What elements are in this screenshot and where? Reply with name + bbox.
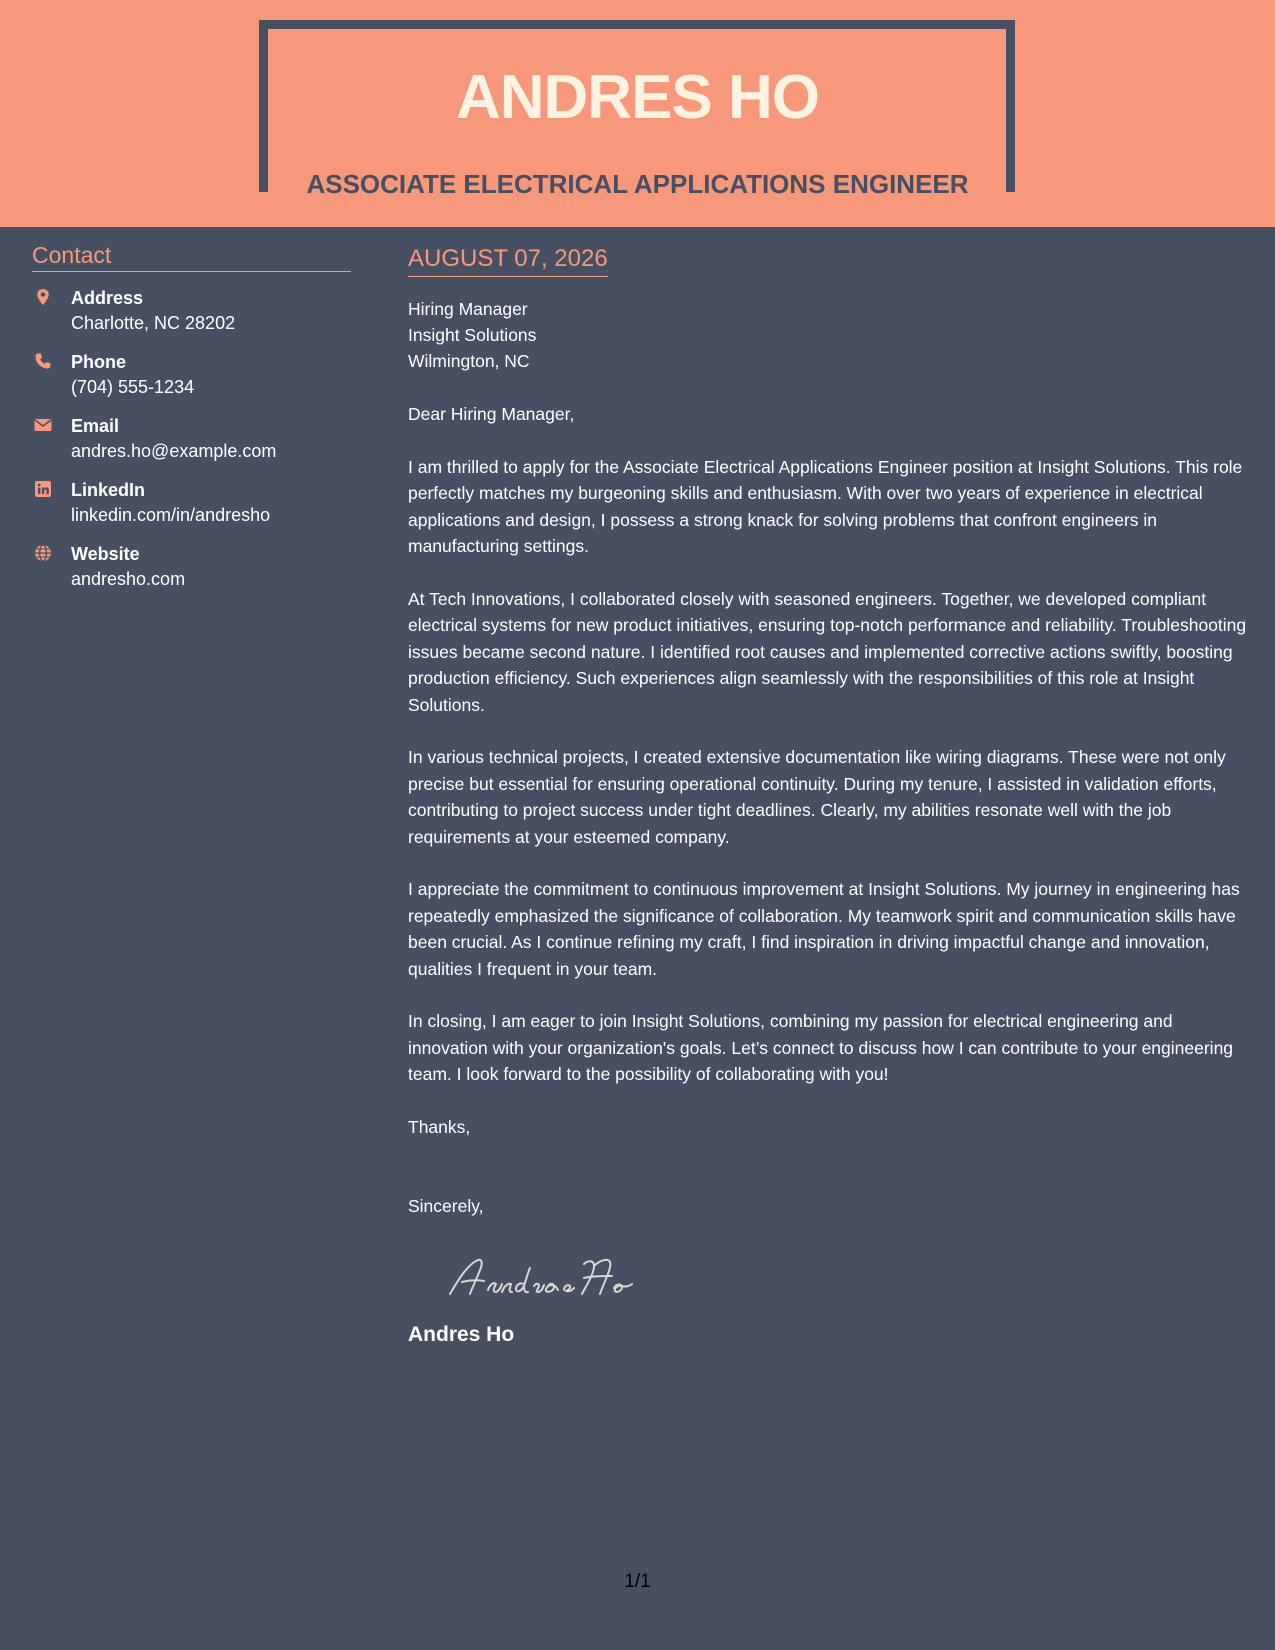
- salutation: Dear Hiring Manager,: [408, 404, 575, 424]
- sign-off: Sincerely,: [408, 1196, 484, 1216]
- contact-item-email: [32, 414, 351, 464]
- globe-icon: [34, 544, 52, 562]
- contact-item-address: [32, 286, 351, 336]
- job-title: ASSOCIATE ELECTRICAL APPLICATIONS ENGINEER: [306, 169, 969, 199]
- contact-item-phone: [32, 350, 351, 400]
- closing: Thanks,: [408, 1116, 471, 1137]
- contact-value: (704) 555-1234: [71, 377, 195, 397]
- contact-label: Address: [71, 288, 144, 308]
- letter-paragraph: At Tech Innovations, I collaborated closely with seasoned engineers. Together, we developed compliant electrical systems for new product initiatives, ensuring top-notch performance and reliability. Troubleshooting issues became second nature. I identified root causes and implemented corrective actions swiftly, boosting production efficiency. Such experiences align seamlessly with the responsibilities of this role at Insight Solutions.: [408, 588, 1247, 715]
- contact-label: Phone: [71, 352, 127, 372]
- map-pin-icon: [34, 288, 52, 306]
- signature-graphic: [444, 1250, 644, 1304]
- letter-body: [408, 242, 1253, 1350]
- letter-paragraph: In various technical projects, I created extensive documentation like wiring diagrams. These were not only precise but essential for ensuring operational continuity. During my tenure, I assisted in validation efforts, contributing to project success under tight deadlines. Clearly, my abilities resonate well with the job requirements at your esteemed company.: [408, 747, 1226, 847]
- contact-label: Website: [71, 544, 140, 564]
- letter-paragraph: I am thrilled to apply for the Associate Electrical Applications Engineer position at Insight Solutions. This role perfectly matches my burgeoning skills and enthusiasm. With over two years of experience in electrical applications and design, I possess a strong knack for solving problems that confront engineers in manufacturing settings.: [408, 456, 1243, 556]
- contact-item-website: [32, 542, 351, 592]
- signer-name: Andres Ho: [408, 1322, 515, 1346]
- contact-label: Email: [71, 416, 120, 436]
- phone-icon: [34, 352, 52, 370]
- contact-value: Charlotte, NC 28202: [71, 313, 236, 333]
- recipient-line: Wilmington, NC: [408, 351, 530, 371]
- recipient-line: Hiring Manager: [408, 299, 528, 319]
- contact-sidebar: [32, 240, 351, 592]
- letter-date: AUGUST 07, 2026: [408, 242, 608, 277]
- contact-heading: Contact: [32, 240, 351, 272]
- letter-paragraph: I appreciate the commitment to continuous improvement at Insight Solutions. My journey in engineering has repeatedly emphasized the significance of collaboration. My teamwork spirit and communication skills have been crucial. As I continue refining my craft, I find inspiration in driving impactful change and innovation, qualities I frequent in your team.: [408, 879, 1240, 979]
- recipient-line: Insight Solutions: [408, 325, 537, 345]
- recipient-block: [408, 296, 1253, 374]
- letter-paragraph: In closing, I am eager to join Insight Solutions, combining my passion for electrical engineering and innovation with your organization's goals. Let’s connect to discuss how I can contribute to your engineering team. I look forward to the possibility of collaborating with you!: [408, 1011, 1234, 1084]
- linkedin-icon: [34, 480, 52, 498]
- envelope-icon: [34, 416, 52, 434]
- applicant-name: ANDRES HO: [455, 63, 820, 132]
- contact-value: linkedin.com/in/andresho: [71, 505, 271, 525]
- handwritten-signature: [444, 1250, 1253, 1304]
- contact-label: LinkedIn: [71, 480, 146, 500]
- contact-value: andres.ho@example.com: [71, 441, 277, 461]
- page-number: 1/1: [624, 1571, 651, 1592]
- contact-value: andresho.com: [71, 569, 186, 589]
- contact-item-linkedin: [32, 478, 351, 528]
